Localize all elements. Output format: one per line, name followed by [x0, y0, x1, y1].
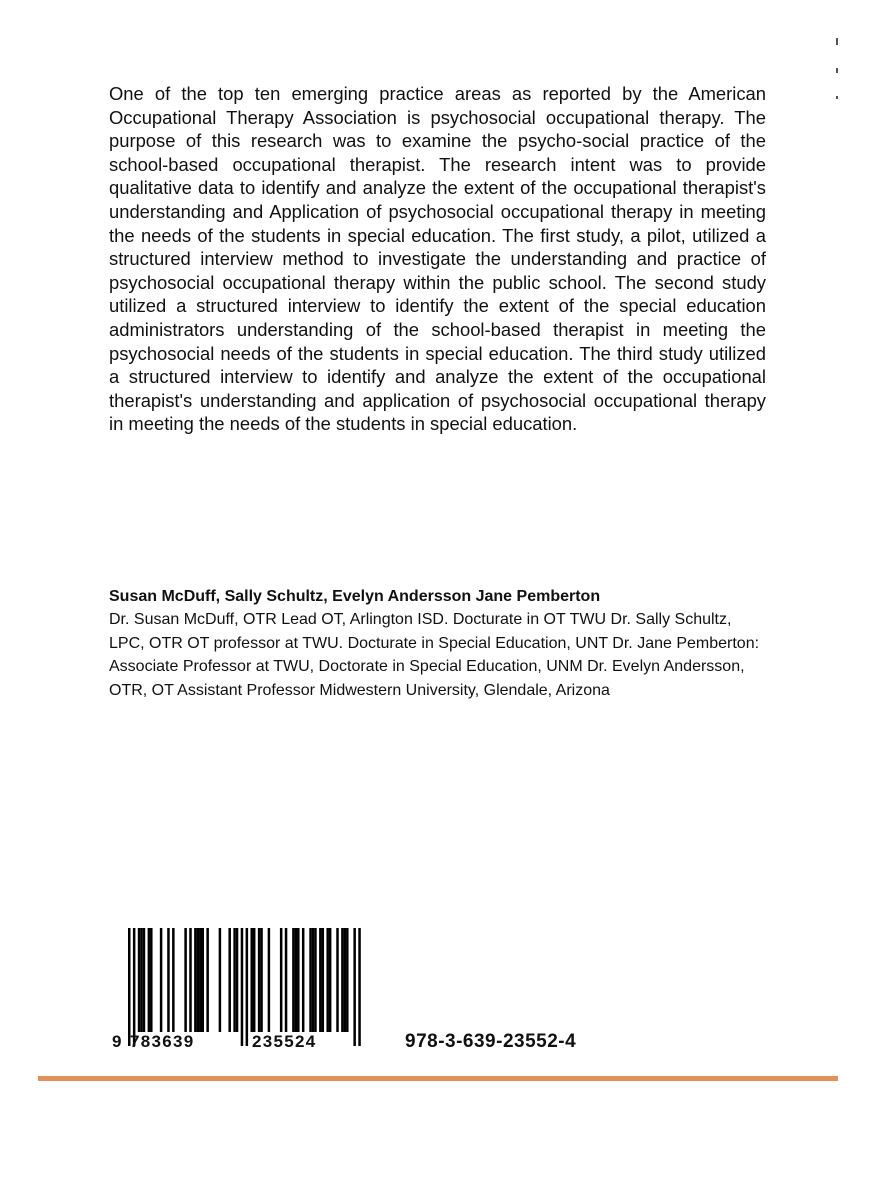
barcode-bar [236, 928, 239, 1032]
abstract-text: One of the top ten emerging practice areas as reported by the American Occupational Therapy Association is psychosocial occupational therapy. The purpose of this research was to examine the psycho-social practice of the school-based occupational therapist. The research intent was to provide qualitative data to identify and analyze the extent of the occupational therapist's understanding and Application of psychosocial occupational therapy in meeting the needs of the students in special education. The first study, a pilot, utilized a structured interview method to investigate the understanding and practice of psychosocial occupational therapy within the public school. The second study utilized a structured interview to identify the extent of the special education administrators understanding of the school-based therapist in meeting the psychosocial needs of the students in special education. The third study utilized a structured interview to identify and analyze the extent of the occupational therapist's understanding and application of psychosocial occupational therapy in meeting the needs of the students in special education. [109, 83, 766, 435]
barcode-bar [344, 928, 347, 1032]
barcode-bar [133, 928, 136, 1046]
barcode-bar [199, 928, 202, 1032]
barcode-bar [140, 928, 143, 1032]
barcode-bar [160, 928, 163, 1032]
barcode-bar [309, 928, 312, 1032]
barcode-bar [329, 928, 332, 1032]
edge-mark-middle [836, 68, 838, 73]
barcode-bar [241, 928, 244, 1046]
edge-mark-top [836, 38, 838, 45]
barcode-bar [194, 928, 197, 1032]
barcode-bar [148, 928, 151, 1032]
authors-block [109, 585, 769, 702]
barcode-bar [285, 928, 288, 1032]
barcode-bar [326, 928, 329, 1032]
barcode-bar [167, 928, 170, 1032]
barcode-bar [143, 928, 146, 1032]
barcode-bar [260, 928, 263, 1032]
barcode-lead-digit: 9 [112, 1032, 123, 1051]
barcode-bar [206, 928, 209, 1032]
barcode-bar [189, 928, 192, 1032]
barcode-bar [251, 928, 254, 1032]
isbn-number: 978-3-639-23552-4 [405, 1031, 577, 1052]
barcode-bar [312, 928, 315, 1032]
barcode-bar [297, 928, 300, 1032]
barcode-bar [150, 928, 153, 1032]
barcode-bar [341, 928, 344, 1032]
edge-mark-bottom [836, 96, 838, 99]
barcode-bar [314, 928, 317, 1032]
barcode-left-digits: 783639 [130, 1032, 195, 1051]
barcode-bar [295, 928, 298, 1032]
barcode-bar [202, 928, 205, 1032]
barcode-bar [292, 928, 295, 1032]
bottom-divider [38, 1076, 838, 1081]
barcode-bar [128, 928, 131, 1046]
barcode-bar [346, 928, 349, 1032]
barcode-bar [336, 928, 339, 1032]
barcode-bar [280, 928, 283, 1032]
barcode-bar [353, 928, 356, 1046]
barcode-bar [184, 928, 187, 1032]
barcode-bar [197, 928, 200, 1032]
barcode-bar [302, 928, 305, 1032]
barcode [112, 928, 378, 1053]
barcode-bar [258, 928, 261, 1032]
author-names: Susan McDuff, Sally Schultz, Evelyn Andersson Jane Pemberton [109, 588, 601, 605]
barcode-bar [138, 928, 141, 1032]
barcode-bar [246, 928, 249, 1046]
barcode-bar [358, 928, 361, 1046]
barcode-bar [228, 928, 231, 1032]
barcode-bar [172, 928, 175, 1032]
barcode-right-digits: 235524 [252, 1032, 317, 1051]
barcode-bar [233, 928, 236, 1032]
barcode-bar [268, 928, 271, 1032]
barcode-bar [253, 928, 256, 1032]
author-bio: Dr. Susan McDuff, OTR Lead OT, Arlington ISD. Docturate in OT TWU Dr. Sally Schultz, LPC, OTR OT professor at TWU. Docturate in Special Education, UNT Dr. Jane Pemberton: Associate Professor at TWU, Doctorate in Special Education, UNM Dr. Evelyn Andersson, OTR, OT Assistant Professor Midwestern University, Glendale, Arizona [109, 611, 760, 699]
barcode-bar [219, 928, 222, 1032]
barcode-bar [322, 928, 325, 1032]
barcode-bar [319, 928, 322, 1032]
